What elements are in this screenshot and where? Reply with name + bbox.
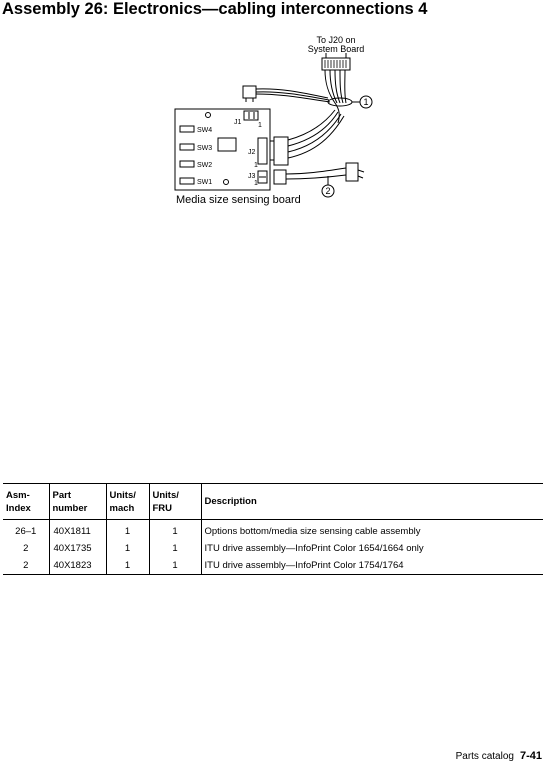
cell-part: 40X1823 xyxy=(49,557,106,575)
cable-end-connector xyxy=(346,163,358,181)
table-row xyxy=(3,557,543,575)
switch-sw2 xyxy=(180,161,194,167)
table-row xyxy=(3,520,543,541)
cell-description: ITU drive assembly—InfoPrint Color 1654/1664 only xyxy=(201,540,543,557)
plug-j1 xyxy=(243,86,256,98)
label-pin1-j2: 1 xyxy=(254,162,258,169)
cell-part: 40X1735 xyxy=(49,540,106,557)
label-sw4: SW4 xyxy=(197,127,213,134)
label-j2: J2 xyxy=(248,149,256,156)
diagram-drawing xyxy=(170,28,390,213)
parts-table xyxy=(3,483,543,575)
label-j3: J3 xyxy=(248,173,256,180)
cell-description: Options bottom/media size sensing cable assembly xyxy=(201,520,543,541)
switch-sw1 xyxy=(180,178,194,184)
label-sw2: SW2 xyxy=(197,162,213,169)
mount-hole xyxy=(224,180,229,185)
figure-caption: Media size sensing board xyxy=(176,194,301,206)
cell-units: 1 xyxy=(106,520,149,541)
cabling-diagram xyxy=(170,28,390,213)
cell-fru: 1 xyxy=(149,557,201,575)
header-part-number: Part number xyxy=(49,484,106,520)
footer-page-number: 7-41 xyxy=(519,750,542,762)
cell-index: 26–1 xyxy=(15,526,37,537)
header-asm-index: Asm- Index xyxy=(3,484,49,520)
mount-hole xyxy=(206,113,211,118)
header-units-fru: Units/ FRU xyxy=(149,484,201,520)
cell-units: 1 xyxy=(106,557,149,575)
page-title: Assembly 26: Electronics—cabling interconnections 4 xyxy=(2,0,428,18)
plug-j3 xyxy=(274,170,286,184)
table-header-row xyxy=(3,484,543,520)
plug-j2 xyxy=(274,137,288,165)
callout-label-1: 1 xyxy=(363,97,369,107)
cell-index: 2 xyxy=(3,557,49,575)
board-chip xyxy=(218,138,236,151)
label-sw3: SW3 xyxy=(197,145,213,152)
label-pin1-j1: 1 xyxy=(258,122,262,129)
label-j1: J1 xyxy=(234,119,242,126)
cell-fru: 1 xyxy=(149,520,201,541)
page-footer xyxy=(456,750,542,762)
cell-units: 1 xyxy=(106,540,149,557)
footer-section: Parts catalog xyxy=(455,751,514,762)
connector-j1 xyxy=(244,111,258,120)
cell-fru: 1 xyxy=(149,540,201,557)
callout-label-2: 2 xyxy=(325,186,331,196)
note-line-2: System Board xyxy=(307,44,365,54)
cell-description: ITU drive assembly—InfoPrint Color 1754/1764 xyxy=(201,557,543,575)
table-row xyxy=(3,540,543,557)
header-units-mach: Units/ mach xyxy=(106,484,149,520)
cell-index: 2 xyxy=(23,543,29,554)
label-pin1-j3: 1 xyxy=(254,180,258,187)
connector-j2 xyxy=(258,138,267,164)
switch-sw3 xyxy=(180,144,194,150)
header-description: Description xyxy=(201,484,543,520)
cell-part: 40X1811 xyxy=(49,520,106,541)
label-sw1: SW1 xyxy=(197,179,213,186)
note-line-1: To J20 on xyxy=(316,35,356,45)
switch-sw4 xyxy=(180,126,194,132)
